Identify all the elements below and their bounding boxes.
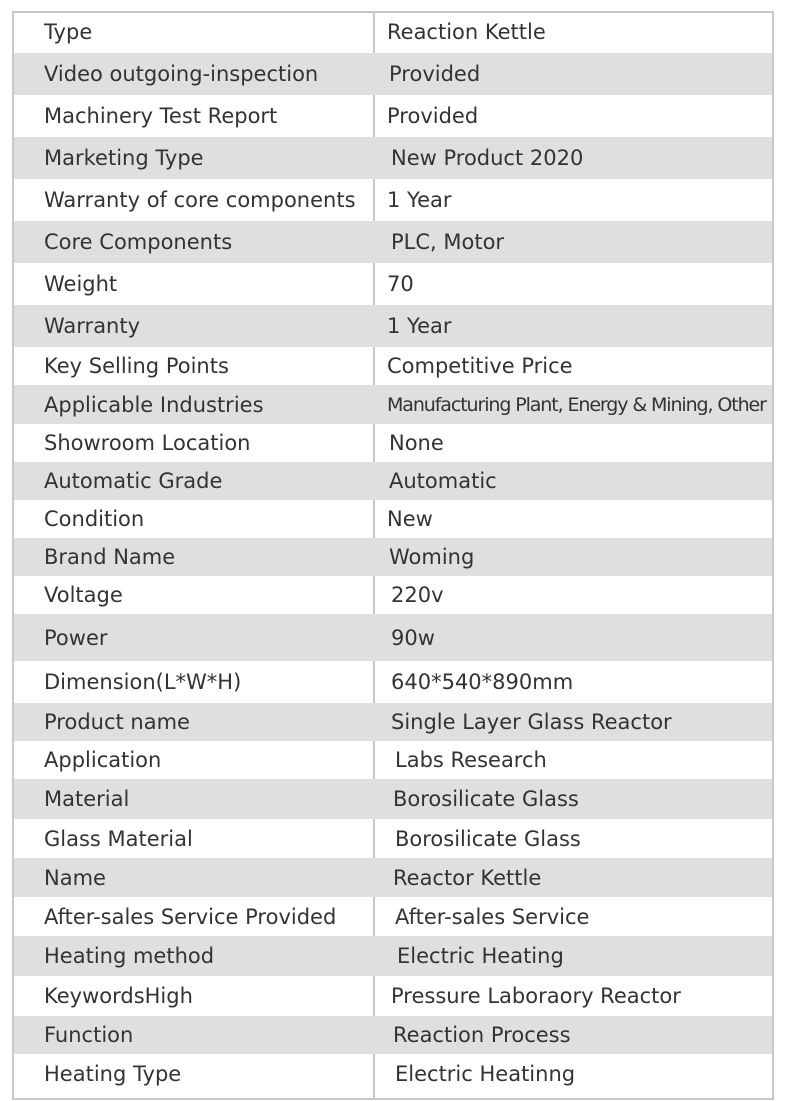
spec-key: Machinery Test Report — [44, 104, 278, 128]
table-row — [14, 347, 772, 385]
table-row — [14, 897, 772, 936]
spec-key: Dimension(L*W*H) — [44, 670, 242, 694]
table-row — [14, 741, 772, 779]
table-row — [14, 661, 772, 703]
spec-key: Glass Material — [44, 826, 193, 851]
spec-value: Borosilicate Glass — [393, 787, 579, 811]
spec-key: Weight — [44, 272, 118, 296]
spec-value: None — [389, 431, 444, 455]
spec-value: Reaction Process — [393, 1023, 571, 1047]
spec-value: Borosilicate Glass — [395, 826, 581, 851]
spec-key: Brand Name — [44, 545, 176, 569]
spec-key: Heating Type — [44, 1062, 182, 1086]
spec-key: Name — [44, 865, 106, 890]
spec-key: Core Components — [44, 230, 233, 254]
table-row — [14, 179, 772, 221]
spec-value: 1 Year — [387, 188, 452, 212]
spec-key: Product name — [44, 710, 190, 734]
table-row — [14, 538, 772, 576]
spec-key: Condition — [44, 507, 145, 531]
spec-key: Showroom Location — [44, 431, 251, 455]
table-row — [14, 137, 772, 179]
spec-key: Function — [44, 1023, 134, 1047]
table-row — [14, 500, 772, 538]
table-row — [14, 576, 772, 614]
spec-value: 90w — [391, 625, 435, 650]
table-row — [14, 976, 772, 1016]
spec-value: New — [387, 507, 433, 531]
spec-key: Type — [44, 20, 93, 44]
spec-value: Provided — [389, 62, 481, 86]
spec-value: Competitive Price — [387, 354, 573, 378]
table-row — [14, 53, 772, 95]
table-row — [14, 858, 772, 897]
table-row — [14, 819, 772, 858]
spec-value: Manufacturing Plant, Energy & Mining, Other — [387, 393, 766, 416]
table-row — [14, 779, 772, 819]
spec-value: PLC, Motor — [391, 230, 505, 254]
spec-value: New Product 2020 — [391, 146, 584, 170]
spec-key: Voltage — [44, 583, 123, 607]
table-row — [14, 221, 772, 263]
spec-value: Reaction Kettle — [387, 20, 546, 44]
spec-value: Electric Heatinng — [395, 1062, 576, 1086]
spec-key: Heating method — [44, 944, 215, 968]
spec-value: Woming — [389, 545, 475, 569]
spec-key: Automatic Grade — [44, 469, 223, 493]
table-row — [14, 614, 772, 661]
table-row — [14, 703, 772, 741]
spec-value: Pressure Laboraory Reactor — [391, 984, 681, 1008]
spec-key: Application — [44, 748, 162, 772]
table-row — [14, 385, 772, 424]
spec-key: Key Selling Points — [44, 354, 229, 378]
spec-key: Video outgoing-inspection — [44, 62, 319, 86]
spec-value: 220v — [391, 583, 444, 607]
spec-key: Warranty — [44, 314, 141, 338]
table-row — [14, 1054, 772, 1094]
spec-value: Provided — [387, 104, 479, 128]
spec-value: Labs Research — [395, 748, 547, 772]
spec-value: Reactor Kettle — [393, 865, 542, 890]
spec-key: Material — [44, 787, 130, 811]
table-row — [14, 1016, 772, 1054]
spec-value: Automatic — [389, 469, 497, 493]
table-row — [14, 305, 772, 347]
spec-key: After-sales Service Provided — [44, 904, 337, 929]
spec-value: 70 — [387, 272, 414, 296]
spec-value: After-sales Service — [395, 904, 590, 929]
table-row — [14, 95, 772, 137]
spec-value: 640*540*890mm — [391, 670, 574, 694]
spec-value: 1 Year — [387, 314, 452, 338]
spec-value: Electric Heating — [397, 944, 564, 968]
spec-key: Power — [44, 625, 108, 650]
spec-key: Marketing Type — [44, 146, 204, 170]
table-row — [14, 936, 772, 976]
spec-value: Single Layer Glass Reactor — [391, 710, 672, 734]
spec-key: Applicable Industries — [44, 392, 264, 417]
spec-key: KeywordsHigh — [44, 984, 193, 1008]
spec-key: Warranty of core components — [44, 188, 356, 212]
table-row — [14, 263, 772, 305]
table-row — [14, 462, 772, 500]
table-row — [14, 424, 772, 462]
table-row — [14, 11, 772, 53]
